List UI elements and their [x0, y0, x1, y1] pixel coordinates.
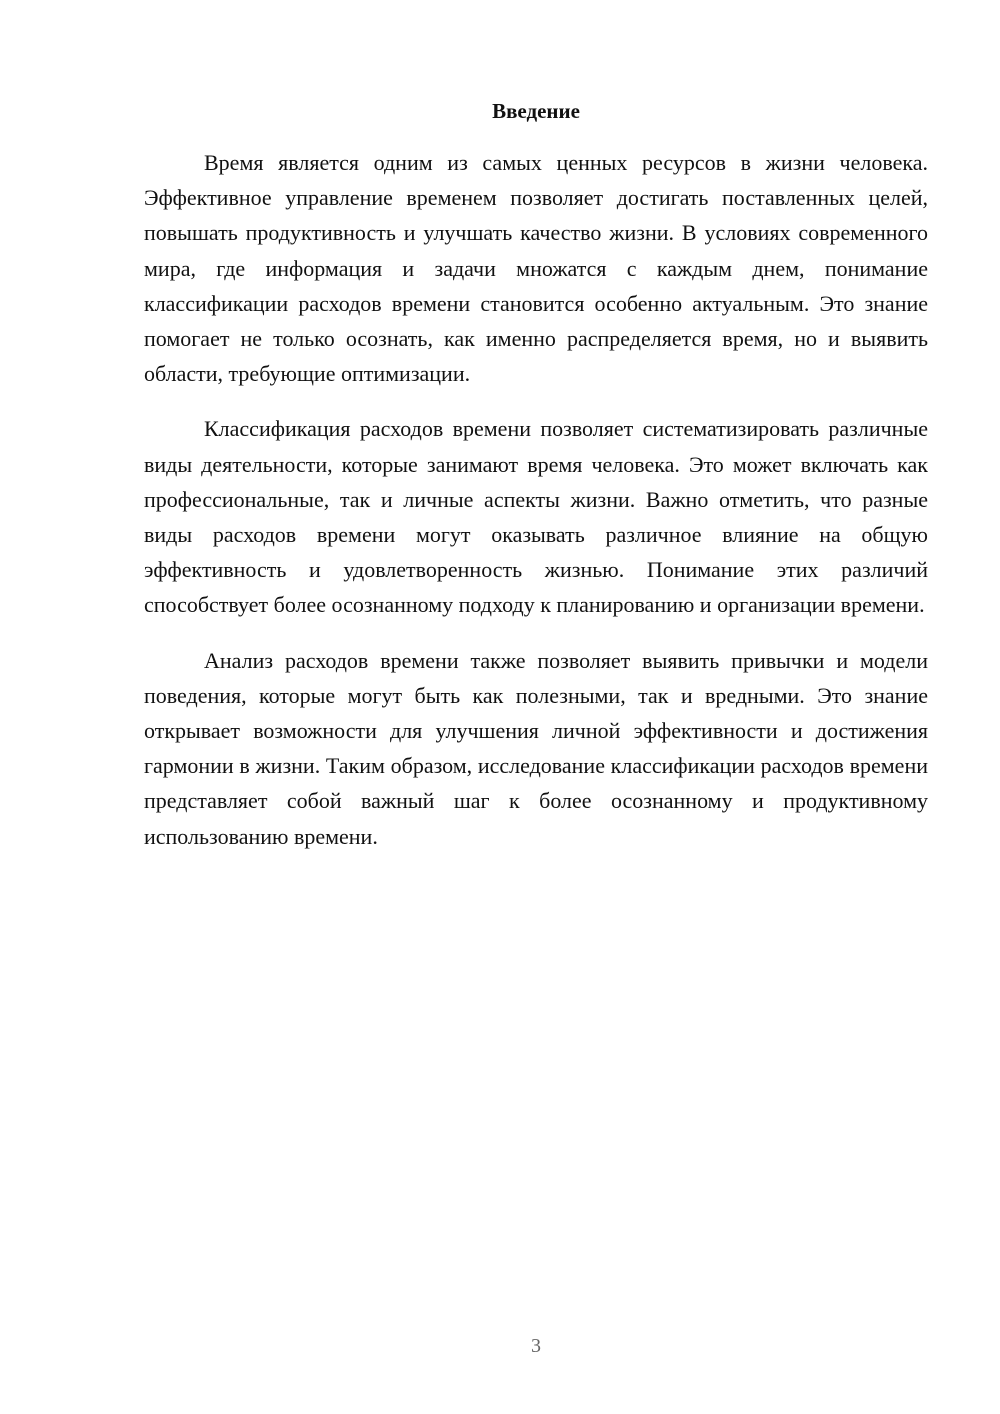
page-number: 3: [531, 1335, 541, 1357]
paragraph-1: Время является одним из самых ценных ресурсов в жизни человека. Эффективное управление временем позволяет достигать поставленных целей, повышать продуктивность и улучшать качество жизни. В условиях современного мира, где информация и задачи множатся с каждым днем, понимание классификации расходов времени становится особенно актуальным. Это знание помогает не только осознать, как именно распределяется время, но и выявить области, требующие оптимизации.: [144, 150, 928, 387]
paragraph-3: Анализ расходов времени также позволяет выявить привычки и модели поведения, которые могут быть как полезными, так и вредными. Это знание открывает возможности для улучшения личной эффективности и достижения гармонии в жизни. Таким образом, исследование классификации расходов времени представляет собой важный шаг к более осознанному и продуктивному использованию времени.: [144, 647, 928, 849]
section-heading: Введение: [492, 99, 580, 123]
body-text: [144, 145, 928, 874]
paragraph-2: Классификация расходов времени позволяет систематизировать различные виды деятельности, которые занимают время человека. Это может включать как профессиональные, так и личные аспекты жизни. Важно отметить, что разные виды расходов времени могут оказывать различное влияние на общую эффективность и удовлетворенность жизнью. Понимание этих различий способствует более осознанному подходу к планированию и организации времени.: [144, 416, 928, 618]
